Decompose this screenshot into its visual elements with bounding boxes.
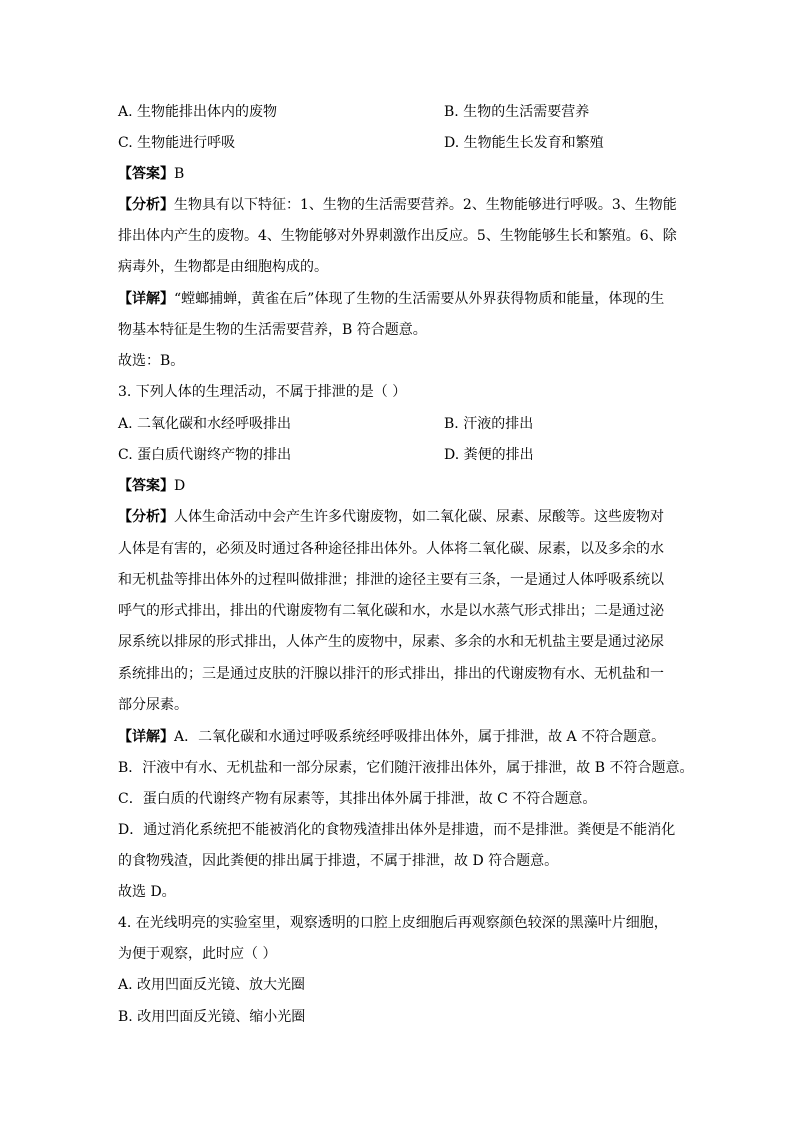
q2-analysis-line-3: 病毒外，生物都是由细胞构成的。 <box>118 259 328 275</box>
analysis-text: 生物具有以下特征：1、生物的生活需要营养。2、生物能够进行呼吸。3、生物能 <box>174 197 677 213</box>
q3-option-d: D. 粪便的排出 <box>444 447 534 463</box>
q3-detail-line-1 <box>118 727 678 747</box>
analysis-text: 人体生命活动中会产生许多代谢废物，如二氧化碳、尿素、尿酸等。这些废物对 <box>174 509 664 525</box>
q3-detail-line-2: B．汗液中有水、无机盐和一部分尿素，它们随汗液排出体外，属于排泄，故 B 不符合题意。 <box>118 760 694 776</box>
analysis-tag: 【分析】 <box>118 197 174 213</box>
q2-analysis-line-1 <box>118 195 678 215</box>
detail-text: “螳螂捕蝉，黄雀在后”体现了生物的生活需要从外界获得物质和能量，体现的生 <box>174 291 665 307</box>
q4-stem-line-2: 为便于观察，此时应（ ） <box>118 946 277 962</box>
q3-option-a: A. 二氧化碳和水经呼吸排出 <box>118 416 292 432</box>
detail-tag: 【详解】 <box>118 729 174 745</box>
detail-tag: 【详解】 <box>118 291 174 307</box>
q3-analysis-line-7: 部分尿素。 <box>118 697 188 713</box>
q2-option-a: A. 生物能排出体内的废物 <box>118 104 278 120</box>
q3-detail-line-4: D．通过消化系统把不能被消化的食物残渣排出体外是排遗，而不是排泄。粪便是不能消化 <box>118 822 676 838</box>
q2-option-b: B. 生物的生活需要营养 <box>444 104 590 120</box>
q4-option-a: A. 改用凹面反光镜、放大光圈 <box>118 977 306 993</box>
answer-tag: 【答案】 <box>118 478 174 494</box>
answer-tag: 【答案】 <box>118 166 174 182</box>
q3-option-b: B. 汗液的排出 <box>444 416 534 432</box>
detail-text: A．二氧化碳和水通过呼吸系统经呼吸排出体外，属于排泄，故 A 不符合题意。 <box>174 729 666 745</box>
q3-analysis-line-1 <box>118 507 678 527</box>
q3-analysis-line-5: 尿系统以排尿的形式排出，人体产生的废物中，尿素、多余的水和无机盐主要是通过泌尿 <box>118 634 664 650</box>
analysis-tag: 【分析】 <box>118 509 174 525</box>
q4-option-b: B. 改用凹面反光镜、缩小光圈 <box>118 1009 306 1025</box>
answer-value: D <box>174 478 186 494</box>
q3-analysis-line-3: 和无机盐等排出体外的过程叫做排泄；排泄的途径主要有三条，一是通过人体呼吸系统以 <box>118 572 664 588</box>
q2-detail-line-2: 物基本特征是生物的生活需要营养，B 符合题意。 <box>118 322 427 338</box>
q3-option-c: C. 蛋白质代谢终产物的排出 <box>118 447 292 463</box>
q3-stem: 3. 下列人体的生理活动，不属于排泄的是（ ） <box>118 384 407 400</box>
q2-detail-line-1 <box>118 289 678 309</box>
q3-analysis-line-6: 系统排出的；三是通过皮肤的汗腺以排汗的形式排出，排出的代谢废物有水、无机盐和一 <box>118 666 664 682</box>
q4-stem-line-1: 4. 在光线明亮的实验室里，观察透明的口腔上皮细胞后再观察颜色较深的黑藻叶片细胞， <box>118 915 668 931</box>
q3-answer <box>118 476 678 496</box>
q2-option-d: D. 生物能生长发育和繁殖 <box>444 135 604 151</box>
q3-analysis-line-2: 人体是有害的，必须及时通过各种途径排出体外。人体将二氧化碳、尿素，以及多余的水 <box>118 541 664 557</box>
q2-analysis-line-2: 排出体内产生的废物。4、生物能够对外界刺激作出反应。5、生物能够生长和繁殖。6、除 <box>118 228 677 244</box>
q2-answer <box>118 164 678 184</box>
answer-value: B <box>174 166 185 182</box>
q3-analysis-line-4: 呼气的形式排出，排出的代谢废物有二氧化碳和水，水是以水蒸气形式排出；二是通过泌 <box>118 603 664 619</box>
q3-conclusion: 故选 D。 <box>118 884 176 900</box>
q2-option-c: C. 生物能进行呼吸 <box>118 135 236 151</box>
q2-conclusion: 故选：B。 <box>118 353 185 369</box>
q3-detail-line-3: C．蛋白质的代谢终产物有尿素等，其排出体外属于排泄，故 C 不符合题意。 <box>118 791 597 807</box>
q3-detail-line-5: 的食物残渣，因此粪便的排出属于排遗，不属于排泄，故 D 符合题意。 <box>118 853 559 869</box>
